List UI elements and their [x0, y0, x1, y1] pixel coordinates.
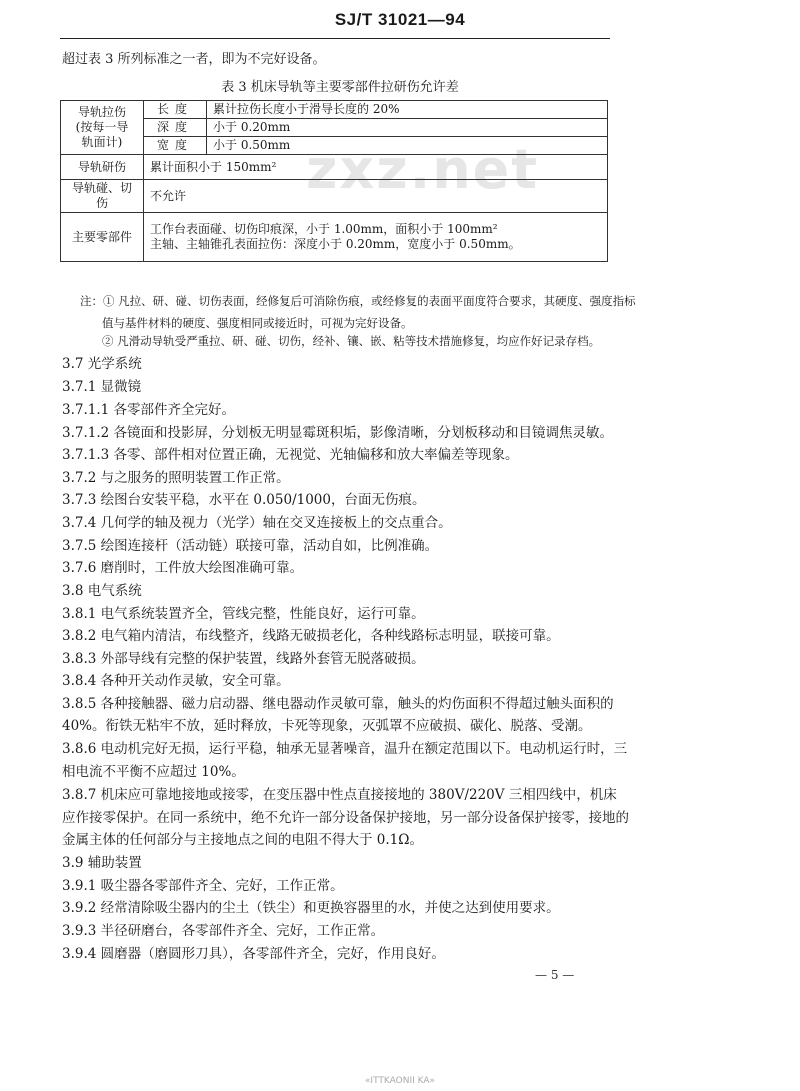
- clause-line: 3.9.4 圆磨器（磨圆形刀具），各零部件齐全，完好，作用良好。: [62, 946, 445, 962]
- page-number: — 5 —: [535, 968, 575, 982]
- table-value: 小于 0.20mm: [207, 119, 608, 137]
- clause-line: 3.7.6 磨削时，工件放大绘图准确可靠。: [62, 560, 304, 576]
- table-value: 累计面积小于 150mm²: [144, 155, 608, 180]
- table-note: ② 凡滑动导轨受严重拉、研、碰、切伤，经补、镶、嵌、粘等技术措施修复，均应作好记录存档。: [102, 334, 601, 348]
- clause-line: 3.8.3 外部导线有完整的保护装置，线路外套管无脱落破损。: [62, 651, 425, 667]
- clause-line: 3.7.1.2 各镜面和投影屏，分划板无明显霉斑积垢，影像清晰，分划板移动和目镜调焦灵敏。: [62, 425, 614, 441]
- group-label-line: (按每一导: [75, 120, 129, 134]
- clause-line: 3.8.1 电气系统装置齐全，管线完整，性能良好，运行可靠。: [62, 606, 425, 622]
- clause-line: 3.8.6 电动机完好无损，运行平稳，轴承无显著噪音，温升在额定范围以下。电动机运行时，三: [62, 741, 628, 757]
- header-rule: [60, 38, 610, 39]
- table-row-label: 导轨研伤: [61, 155, 144, 180]
- table-sub-label: 深度: [144, 119, 207, 137]
- table-row: [61, 213, 608, 262]
- clause-line: 3.8.4 各种开关动作灵敏，安全可靠。: [62, 673, 290, 689]
- table-row: [61, 119, 608, 137]
- clause-line: 3.8.2 电气箱内清洁，布线整齐，线路无破损老化，各种线路标志明显，联接可靠。: [62, 628, 560, 644]
- table-row-label: 主要零部件: [61, 213, 144, 262]
- clause-line: 3.7 光学系统: [62, 356, 142, 372]
- table-sub-label: 长度: [144, 101, 207, 119]
- clause-line: 3.9.1 吸尘器各零部件齐全、完好，工作正常。: [62, 878, 344, 894]
- table-value: 累计拉伤长度小于滑导长度的 20%: [207, 101, 608, 119]
- clause-line: 3.7.3 绘图台安装平稳，水平在 0.050/1000，台面无伤痕。: [62, 492, 426, 508]
- clause-line: 应作接零保护。在同一系统中，绝不允许一部分设备保护接地，另一部分设备保护接零，接地的: [62, 810, 629, 826]
- table-note: 注：① 凡拉、研、碰、切伤表面，经修复后可消除伤痕，或经修复的表面平面度符合要求，其硬度、强度指标: [80, 294, 636, 308]
- table-value-line: 工作台表面碰、切伤印痕深，小于 1.00mm，面积小于 100mm²: [150, 222, 498, 236]
- clause-line: 3.7.1.3 各零、部件相对位置正确，无视觉、光轴偏移和放大率偏差等现象。: [62, 447, 519, 463]
- clause-line: 3.7.1 显微镜: [62, 379, 142, 395]
- table-row: [61, 137, 608, 155]
- clause-line: 3.9.3 半径研磨台，各零部件齐全、完好，工作正常。: [62, 923, 385, 939]
- table-note: 值与基件材料的硬度、强度相同或接近时，可视为完好设备。: [102, 316, 413, 330]
- standard-code: SJ/T 31021—94: [334, 10, 466, 29]
- watermark: zxz.net: [306, 138, 540, 201]
- clause-line: 相电流不平衡不应超过 10%。: [62, 764, 245, 780]
- clause-line: 3.7.4 几何学的轴及视力（光学）轴在交叉连接板上的交点重合。: [62, 515, 452, 531]
- table-row: [61, 155, 608, 180]
- clause-line: 3.8.7 机床应可靠地接地或接零，在变压器中性点直接接地的 380V/220V 三相四线中，机床: [62, 787, 617, 803]
- clause-line: 3.8 电气系统: [62, 583, 142, 599]
- table-group-cell: [61, 101, 144, 155]
- table-caption: 表 3 机床导轨等主要零部件拉研伤允许差: [221, 80, 459, 95]
- footer-mark: «ITTKAONII KA»: [364, 1076, 436, 1086]
- clause-line: 3.7.2 与之服务的照明装置工作正常。: [62, 470, 290, 486]
- clause-line: 3.7.1.1 各零部件齐全完好。: [62, 402, 236, 418]
- tolerance-table: [60, 100, 608, 262]
- table-value: 不允许: [144, 180, 608, 213]
- clause-line: 3.7.5 绘图连接杆（活动链）联接可靠，活动自如，比例准确。: [62, 538, 439, 554]
- clause-line: 3.9.2 经常清除吸尘器内的尘土（铁尘）和更换容器里的水，并使之达到使用要求。: [62, 900, 560, 916]
- clause-line: 3.8.5 各种接触器、磁力启动器、继电器动作灵敏可靠，触头的灼伤面积不得超过触头面积的: [62, 696, 614, 712]
- group-label-line: 导轨拉伤: [77, 105, 126, 119]
- clause-line: 金属主体的任何部分与主接地点之间的电阻不得大于 0.1Ω。: [62, 832, 423, 848]
- intro-paragraph: 超过表 3 所列标准之一者，即为不完好设备。: [62, 52, 326, 67]
- table-row-label: 导轨碰、切伤: [61, 180, 144, 213]
- group-label-line: 轨面计): [81, 135, 123, 149]
- clause-line: 3.9 辅助装置: [62, 855, 142, 871]
- table-value-line: 主轴、主轴锥孔表面拉伤：深度小于 0.20mm，宽度小于 0.50mm。: [150, 237, 521, 251]
- table-sub-label: 宽度: [144, 137, 207, 155]
- table-value: 小于 0.50mm: [207, 137, 608, 155]
- clause-line: 40%。衔铁无粘牢不放，延时释放，卡死等现象，灭弧罩不应破损、碳化、脱落、受潮。: [62, 718, 592, 734]
- table-row: [61, 180, 608, 213]
- table-value: [144, 213, 608, 262]
- table-row: [61, 101, 608, 119]
